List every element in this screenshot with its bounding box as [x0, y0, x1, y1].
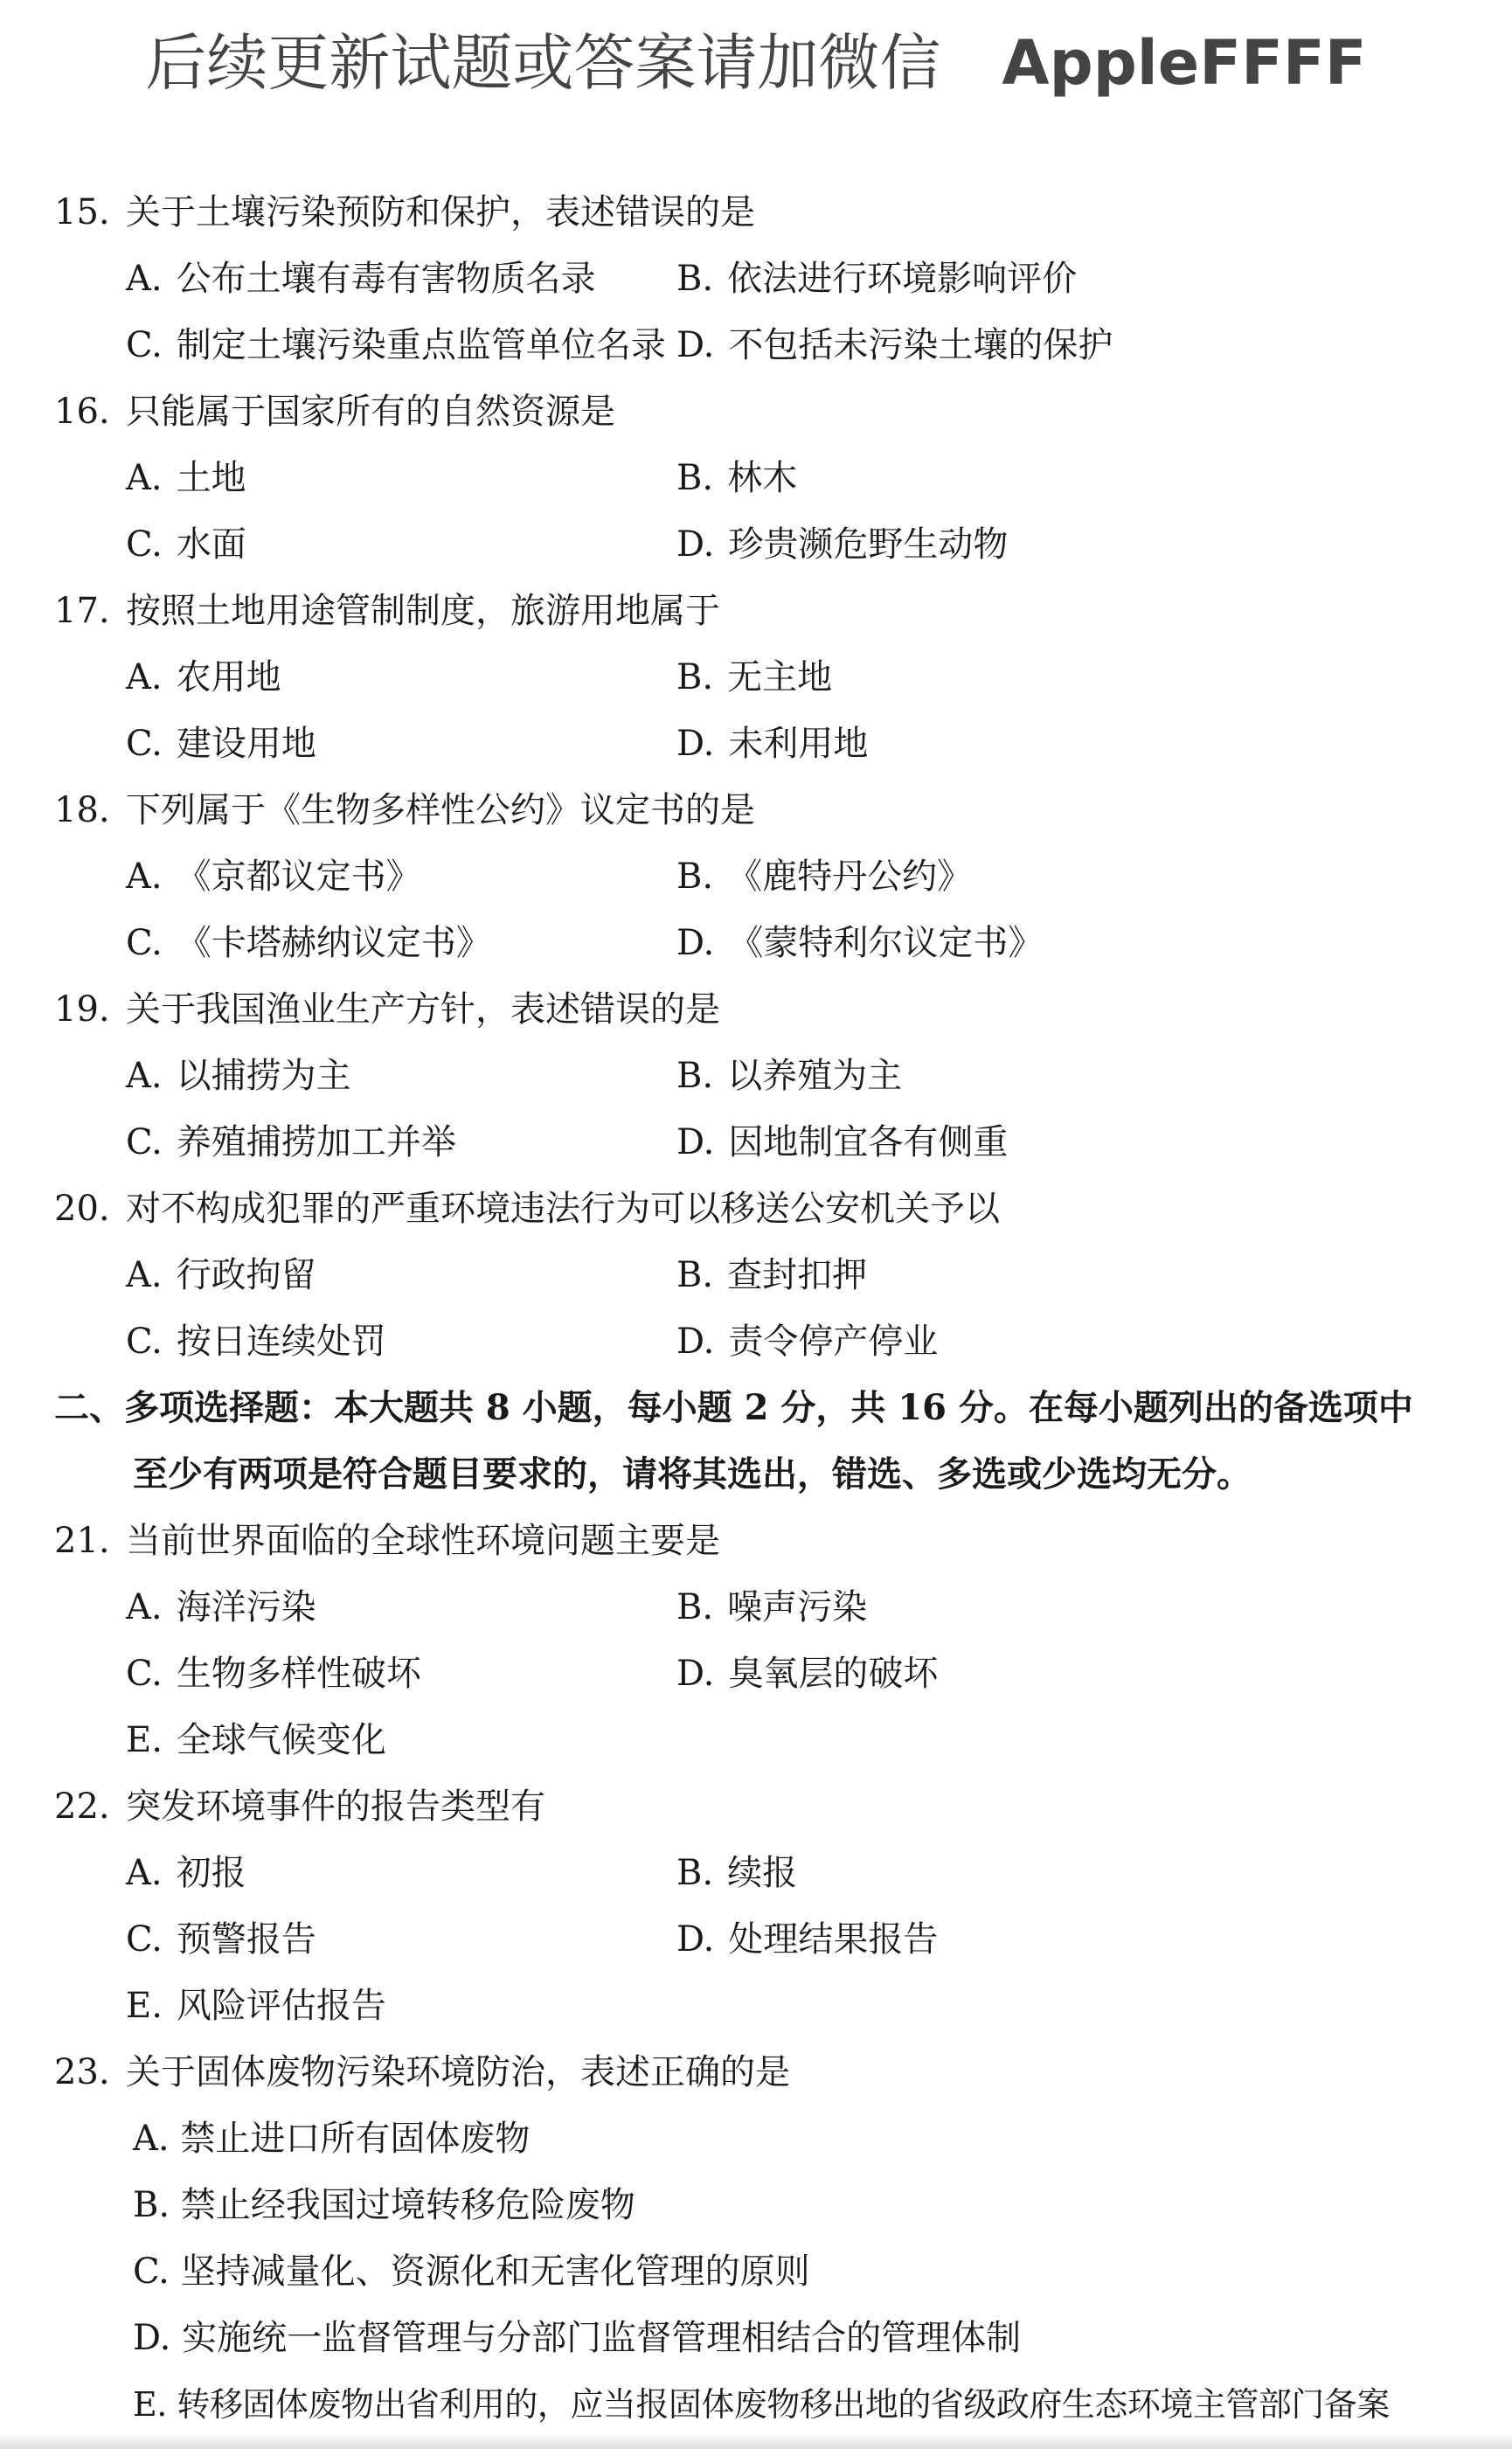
- option-letter: C.: [126, 1122, 163, 1162]
- question-stem: [54, 578, 1470, 644]
- scan-edge-shadow: [0, 2433, 1512, 2449]
- option-a: [54, 644, 676, 711]
- option-letter: D.: [676, 1654, 715, 1694]
- option-letter: D.: [676, 1122, 715, 1162]
- option-a: [54, 246, 676, 312]
- question-text: 突发环境事件的报告类型有: [126, 1786, 545, 1827]
- question-19: [54, 976, 1470, 1176]
- option-text: 《卡塔赫纳议定书》: [176, 923, 491, 963]
- option-text: 珍贵濒危野生动物: [728, 524, 1009, 565]
- question-stem: [54, 1176, 1470, 1242]
- option-text: 依法进行环境影响评价: [727, 259, 1078, 299]
- question-stem: [54, 976, 1470, 1043]
- option-letter: D.: [676, 923, 715, 963]
- option-letter: B.: [676, 1853, 714, 1893]
- option-b: [676, 1574, 1376, 1641]
- option-text: 无主地: [727, 657, 833, 697]
- option-text: 土地: [176, 458, 246, 498]
- question-text: 关于固体废物污染环境防治，表述正确的是: [126, 2052, 790, 2092]
- option-row: [54, 1840, 1470, 1906]
- option-e: [54, 1973, 1470, 2039]
- question-stem: [54, 1508, 1470, 1574]
- option-a: [54, 445, 676, 511]
- option-c: [54, 1641, 676, 1707]
- question-number: 19.: [54, 989, 110, 1030]
- option-text: 初报: [176, 1853, 246, 1893]
- option-text: 《鹿特丹公约》: [727, 857, 973, 897]
- option-c: [54, 910, 676, 976]
- option-text: 建设用地: [176, 724, 316, 764]
- option-a: [54, 2106, 1470, 2172]
- option-text: 行政拘留: [176, 1255, 316, 1295]
- option-text: 查封扣押: [727, 1255, 868, 1295]
- option-letter: D.: [676, 325, 715, 365]
- option-text: 实施统一监督管理与分部门监督管理相结合的管理体制: [182, 2318, 1022, 2358]
- option-letter: A.: [126, 857, 163, 897]
- option-letter: A.: [126, 458, 163, 498]
- question-18: [54, 777, 1470, 976]
- question-text: 对不构成犯罪的严重环境违法行为可以移送公安机关予以: [126, 1189, 1000, 1229]
- question-stem: [54, 2039, 1470, 2106]
- option-text: 公布土壤有毒有害物质名录: [176, 259, 596, 299]
- option-text: 制定土壤污染重点监管单位名录: [176, 325, 666, 365]
- option-text: 《蒙特利尔议定书》: [728, 923, 1044, 963]
- option-text: 生物多样性破坏: [176, 1654, 421, 1694]
- option-letter: C.: [126, 325, 163, 365]
- option-letter: A.: [126, 1853, 163, 1893]
- option-letter: B.: [676, 458, 714, 498]
- banner-text: 后续更新试题或答案请加微信: [145, 27, 941, 99]
- option-d: [676, 910, 1376, 976]
- option-c: [54, 1109, 676, 1176]
- question-number: 23.: [54, 2052, 110, 2092]
- option-c: [54, 511, 676, 578]
- option-text: 转移固体废物出省利用的，应当报固体废物移出地的省级政府生态环境主管部门备案: [177, 2385, 1390, 2424]
- option-letter: B.: [676, 857, 714, 897]
- option-d: [676, 1906, 1376, 1973]
- option-d: [676, 711, 1376, 777]
- option-letter: C.: [126, 524, 163, 565]
- option-text: 海洋污染: [176, 1587, 316, 1627]
- option-letter: A.: [133, 2119, 170, 2159]
- option-text: 养殖捕捞加工并举: [176, 1122, 456, 1162]
- option-d: [676, 1109, 1376, 1176]
- question-number: 17.: [54, 591, 110, 631]
- option-letter: C.: [133, 2251, 170, 2292]
- option-text: 噪声污染: [727, 1587, 868, 1627]
- option-text: 处理结果报告: [728, 1919, 939, 1960]
- exam-content: [54, 179, 1470, 2438]
- question-22: [54, 1773, 1470, 2039]
- option-text: 续报: [727, 1853, 798, 1893]
- option-text: 不包括未污染土壤的保护: [728, 325, 1113, 365]
- option-c: [54, 711, 676, 777]
- option-b: [676, 1840, 1376, 1906]
- question-number: 21.: [54, 1521, 110, 1561]
- option-row: [54, 312, 1470, 378]
- question-stem: [54, 1773, 1470, 1840]
- option-text: 水面: [176, 524, 246, 565]
- question-text: 下列属于《生物多样性公约》议定书的是: [126, 790, 755, 830]
- option-letter: A.: [126, 259, 163, 299]
- question-stem: [54, 777, 1470, 843]
- option-b: [676, 644, 1376, 711]
- option-text: 林木: [727, 458, 798, 498]
- option-b: [676, 445, 1376, 511]
- option-text: 按日连续处罚: [176, 1322, 386, 1362]
- option-row: [54, 910, 1470, 976]
- option-letter: D.: [133, 2318, 171, 2358]
- option-text: 全球气候变化: [176, 1720, 386, 1760]
- option-row: [54, 1641, 1470, 1707]
- option-a: [54, 1242, 676, 1308]
- option-row: [54, 1707, 1470, 1773]
- option-text: 农用地: [176, 657, 281, 697]
- option-row: [54, 1109, 1470, 1176]
- option-b: [676, 1242, 1376, 1308]
- section-instructions-line1: 二、多项选择题：本大题共 8 小题，每小题 2 分，共 16 分。在每小题列出的备选项中: [54, 1387, 1413, 1428]
- option-letter: A.: [126, 657, 163, 697]
- question-20: [54, 1176, 1470, 1375]
- option-letter: C.: [126, 1654, 163, 1694]
- option-c: [54, 312, 676, 378]
- question-number: 16.: [54, 392, 110, 432]
- option-a: [54, 1574, 676, 1641]
- option-a: [54, 1043, 676, 1109]
- question-text: 当前世界面临的全球性环境问题主要是: [126, 1521, 720, 1561]
- option-letter: B.: [133, 2185, 170, 2225]
- option-letter: D.: [676, 724, 715, 764]
- option-row: [54, 511, 1470, 578]
- option-text: 以养殖为主: [727, 1056, 903, 1096]
- option-row: [54, 644, 1470, 711]
- option-letter: A.: [126, 1056, 163, 1096]
- option-letter: C.: [126, 923, 163, 963]
- question-stem: [54, 179, 1470, 246]
- option-letter: E.: [126, 1720, 163, 1760]
- option-text: 因地制宜各有侧重: [728, 1122, 1009, 1162]
- option-row: [54, 1242, 1470, 1308]
- option-d: [676, 1308, 1376, 1375]
- option-letter: C.: [126, 1322, 163, 1362]
- option-a: [54, 843, 676, 910]
- option-row: [54, 843, 1470, 910]
- option-row: [54, 1574, 1470, 1641]
- question-number: 22.: [54, 1786, 110, 1827]
- question-text: 关于我国渔业生产方针，表述错误的是: [126, 989, 720, 1030]
- question-number: 18.: [54, 790, 110, 830]
- option-letter: A.: [126, 1587, 163, 1627]
- section-instructions-line2: 至少有两项是符合题目要求的，请将其选出，错选、多选或少选均无分。: [133, 1453, 1252, 1495]
- option-c: [54, 1906, 676, 1973]
- wechat-banner: [0, 19, 1512, 107]
- question-text: 只能属于国家所有的自然资源是: [126, 392, 615, 432]
- option-row: [54, 1043, 1470, 1109]
- banner-wechat-id: AppleFFFF: [1002, 27, 1367, 99]
- option-text: 预警报告: [176, 1919, 316, 1960]
- option-letter: B.: [676, 1056, 714, 1096]
- option-d: [676, 511, 1376, 578]
- option-letter: B.: [676, 1587, 714, 1627]
- option-letter: D.: [676, 524, 715, 565]
- question-text: 按照土地用途管制制度，旅游用地属于: [126, 591, 720, 631]
- option-text: 坚持减量化、资源化和无害化管理的原则: [180, 2251, 810, 2292]
- option-a: [54, 1840, 676, 1906]
- option-row: [54, 1906, 1470, 1973]
- option-letter: C.: [126, 1919, 163, 1960]
- option-row: [54, 445, 1470, 511]
- question-23: [54, 2039, 1470, 2438]
- option-e: [54, 1707, 1470, 1773]
- option-text: 《京都议定书》: [176, 857, 421, 897]
- option-letter: A.: [126, 1255, 163, 1295]
- option-text: 未利用地: [728, 724, 869, 764]
- option-d: [54, 2305, 1470, 2371]
- question-number: 20.: [54, 1189, 110, 1229]
- option-row: [54, 1973, 1470, 2039]
- option-text: 禁止进口所有固体废物: [180, 2119, 531, 2159]
- option-letter: E.: [133, 2385, 167, 2424]
- option-row: [54, 1308, 1470, 1375]
- option-text: 以捕捞为主: [176, 1056, 351, 1096]
- option-row: [54, 711, 1470, 777]
- option-e: [54, 2371, 1470, 2438]
- question-number: 15.: [54, 192, 110, 232]
- option-text: 禁止经我国过境转移危险废物: [180, 2185, 635, 2225]
- option-d: [676, 312, 1376, 378]
- option-c: [54, 2238, 1470, 2305]
- question-16: [54, 378, 1470, 578]
- option-letter: E.: [126, 1986, 163, 2026]
- option-b: [54, 2172, 1470, 2238]
- option-b: [676, 1043, 1376, 1109]
- option-b: [676, 246, 1376, 312]
- question-17: [54, 578, 1470, 777]
- option-row: [54, 246, 1470, 312]
- option-letter: B.: [676, 259, 714, 299]
- section-heading: [54, 1375, 1470, 1508]
- question-stem: [54, 378, 1470, 445]
- option-text: 责令停产停业: [728, 1322, 939, 1362]
- option-letter: B.: [676, 657, 714, 697]
- option-text: 风险评估报告: [176, 1986, 386, 2026]
- option-letter: D.: [676, 1919, 715, 1960]
- option-text: 臭氧层的破坏: [728, 1654, 939, 1694]
- question-text: 关于土壤污染预防和保护，表述错误的是: [126, 192, 755, 232]
- option-letter: B.: [676, 1255, 714, 1295]
- option-d: [676, 1641, 1376, 1707]
- question-15: [54, 179, 1470, 378]
- option-c: [54, 1308, 676, 1375]
- option-letter: D.: [676, 1322, 715, 1362]
- question-21: [54, 1508, 1470, 1773]
- option-b: [676, 843, 1376, 910]
- option-letter: C.: [126, 724, 163, 764]
